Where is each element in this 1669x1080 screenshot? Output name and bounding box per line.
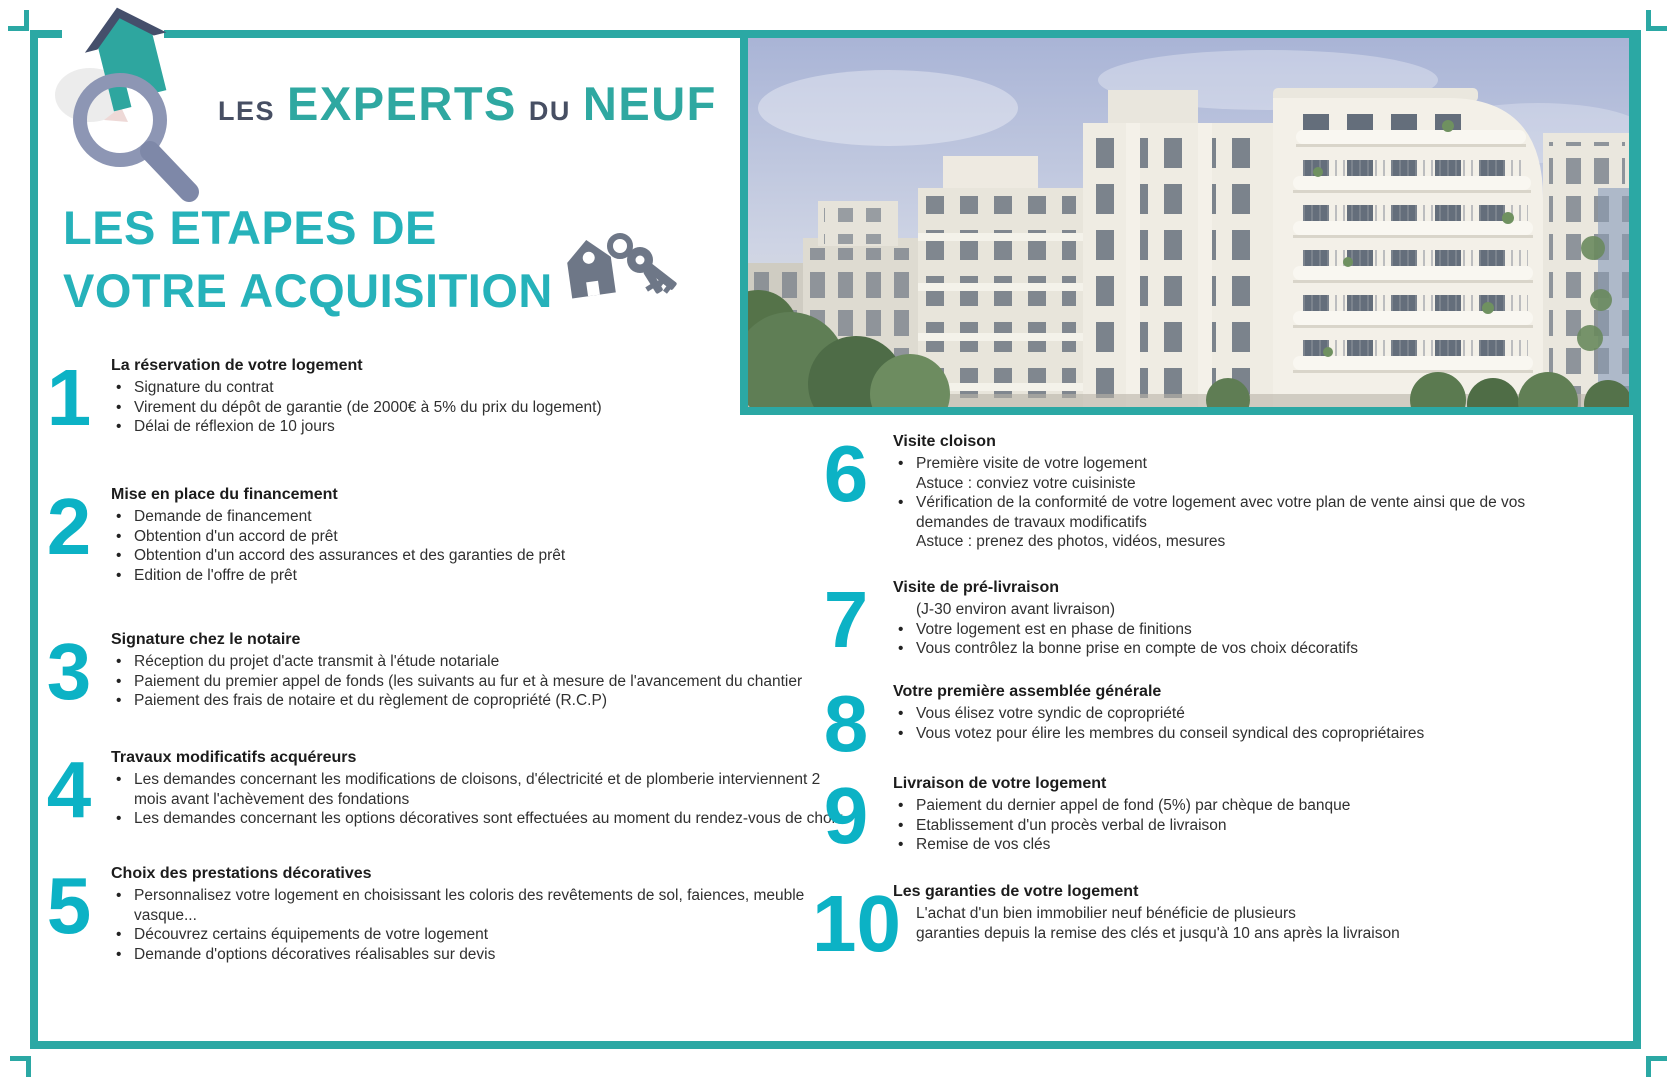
step-bullet-item: • Remise de vos clés <box>898 836 1051 853</box>
step-title: Visite de pré-livraison <box>893 579 1059 596</box>
bullet-icon: • <box>898 705 904 722</box>
step-bullet-item: • Vous élisez votre syndic de copropriété <box>898 705 1185 722</box>
step-title: Votre première assemblée générale <box>893 683 1162 700</box>
step-text-line: Astuce : prenez des photos, vidéos, mesures <box>916 533 1226 550</box>
step-bullet-item: • Première visite de votre logement <box>898 455 1147 472</box>
step-text-line: demandes de travaux modificatifs <box>916 513 1147 531</box>
step-bullet-item: • Les demandes concernant les modifications de cloisons, d'électricité et de plomberie interviennent 2 <box>116 771 821 788</box>
step-bullet-item: • Personnalisez votre logement en choisissant les coloris des revêtements de sol, faiences, meuble <box>116 887 805 904</box>
step-bullet-item: • Réception du projet d'acte transmit à l'étude notariale <box>116 653 500 670</box>
bullet-icon: • <box>116 692 122 709</box>
step-bullet-item: • Délai de réflexion de 10 jours <box>116 418 335 435</box>
step-title: Signature chez le notaire <box>111 631 301 648</box>
step-number: 7 <box>823 575 869 664</box>
steps-column-right <box>812 0 1552 1080</box>
step-number: 5 <box>46 861 92 950</box>
step-8 <box>812 679 1425 768</box>
bullet-icon: • <box>116 887 122 904</box>
bullet-icon: • <box>116 379 122 396</box>
bullet-icon: • <box>116 810 122 827</box>
step-title: Mise en place du financement <box>111 486 338 503</box>
brand-word-du: DU <box>528 96 571 126</box>
bullet-icon: • <box>116 508 122 525</box>
step-6 <box>812 431 1525 552</box>
page-title-line1: LES ETAPES DE <box>63 201 437 254</box>
bullet-icon: • <box>898 620 904 638</box>
step-text-line: L'achat d'un bien immobilier neuf bénéficie de plusieurs <box>916 905 1296 922</box>
step-number: 6 <box>823 429 869 518</box>
bullet-icon: • <box>898 797 904 814</box>
step-4 <box>40 745 843 834</box>
bullet-icon: • <box>116 653 122 670</box>
step-bullet-item: • Demande de financement <box>116 508 312 525</box>
bullet-icon: • <box>116 418 122 435</box>
step-bullet-item: • Vous contrôlez la bonne prise en compte de vos choix décoratifs <box>898 640 1359 657</box>
step-7 <box>812 575 1359 664</box>
step-bullet-item: • Paiement des frais de notaire et du règlement de copropriété (R.C.P) <box>116 692 607 709</box>
bullet-icon: • <box>898 494 904 511</box>
step-10 <box>812 879 1400 968</box>
step-bullet-item: • Signature du contrat <box>116 379 274 396</box>
step-bullet-item: • Vous votez pour élire les membres du conseil syndical des copropriétaires <box>898 724 1425 742</box>
step-text-line: garanties depuis la remise des clés et jusqu'à 10 ans après la livraison <box>916 924 1400 942</box>
step-text-line: (J-30 environ avant livraison) <box>916 601 1116 618</box>
step-title: Les garanties de votre logement <box>893 883 1139 900</box>
step-title: Choix des prestations décoratives <box>111 865 372 882</box>
step-bullet-item: • Vérification de la conformité de votre logement avec votre plan de vente ainsi que de vos <box>898 494 1526 511</box>
step-bullet-item: • Paiement du dernier appel de fond (5%) par chèque de banque <box>898 797 1351 814</box>
bullet-icon: • <box>116 945 122 963</box>
bullet-icon: • <box>116 771 122 788</box>
bullet-icon: • <box>116 527 122 545</box>
step-number: 8 <box>823 679 869 768</box>
bullet-icon: • <box>898 836 904 853</box>
step-bullet-item: • Etablissement d'un procès verbal de livraison <box>898 816 1227 834</box>
step-text-line: vasque... <box>134 906 197 924</box>
step-bullet-item: • Virement du dépôt de garantie (de 2000€ à 5% du prix du logement) <box>116 398 602 416</box>
bullet-icon: • <box>116 672 122 690</box>
bullet-icon: • <box>116 398 122 416</box>
bullet-icon: • <box>898 455 904 472</box>
brand-word-les: LES <box>218 96 276 126</box>
bullet-icon: • <box>898 640 904 657</box>
step-title: La réservation de votre logement <box>111 357 363 374</box>
step-bullet-item: • Paiement du premier appel de fonds (les suivants au fur et à mesure de l'avancement du chantier <box>116 672 803 690</box>
step-bullet-item: • Obtention d'un accord des assurances et des garanties de prêt <box>116 547 566 564</box>
bullet-icon: • <box>116 566 122 584</box>
corner-bracket-bottom-left <box>10 1056 31 1077</box>
step-title: Livraison de votre logement <box>893 775 1107 792</box>
step-bullet-item: • Votre logement est en phase de finitions <box>898 620 1192 638</box>
steps-column-left <box>40 0 843 1080</box>
step-number: 9 <box>823 771 869 860</box>
step-bullet-item: • Découvrez certains équipements de votre logement <box>116 926 489 943</box>
step-bullet-item: • Demande d'options décoratives réalisables sur devis <box>116 945 496 963</box>
step-text-line: mois avant l'achèvement des fondations <box>134 790 410 808</box>
step-bullet-item: • Edition de l'offre de prêt <box>116 566 297 584</box>
step-number: 2 <box>46 482 92 571</box>
corner-bracket-top-left <box>8 10 29 31</box>
bullet-icon: • <box>898 724 904 742</box>
bullet-icon: • <box>116 926 122 943</box>
step-1 <box>40 353 602 442</box>
bullet-icon: • <box>116 547 122 564</box>
step-number: 4 <box>46 745 92 834</box>
page-title-line2: VOTRE ACQUISITION <box>63 264 553 317</box>
step-bullet-item: • Obtention d'un accord de prêt <box>116 527 338 545</box>
step-3 <box>40 627 803 716</box>
brand-word-neuf: NEUF <box>582 77 717 130</box>
step-number: 10 <box>812 879 901 968</box>
step-number: 3 <box>46 627 92 716</box>
step-title: Visite cloison <box>893 433 996 450</box>
step-5 <box>40 863 804 964</box>
step-number: 1 <box>46 353 92 442</box>
corner-bracket-bottom-right <box>1646 1056 1667 1077</box>
bullet-icon: • <box>898 816 904 834</box>
corner-bracket-top-right <box>1646 10 1667 31</box>
step-title: Travaux modificatifs acquéreurs <box>111 749 357 766</box>
step-text-line: Astuce : conviez votre cuisiniste <box>916 474 1136 492</box>
brand-word-experts: EXPERTS <box>287 77 517 130</box>
step-bullet-item: • Les demandes concernant les options décoratives sont effectuées au moment du rendez-vous de choix <box>116 810 843 827</box>
step-9 <box>812 771 1351 860</box>
step-2 <box>40 484 565 585</box>
